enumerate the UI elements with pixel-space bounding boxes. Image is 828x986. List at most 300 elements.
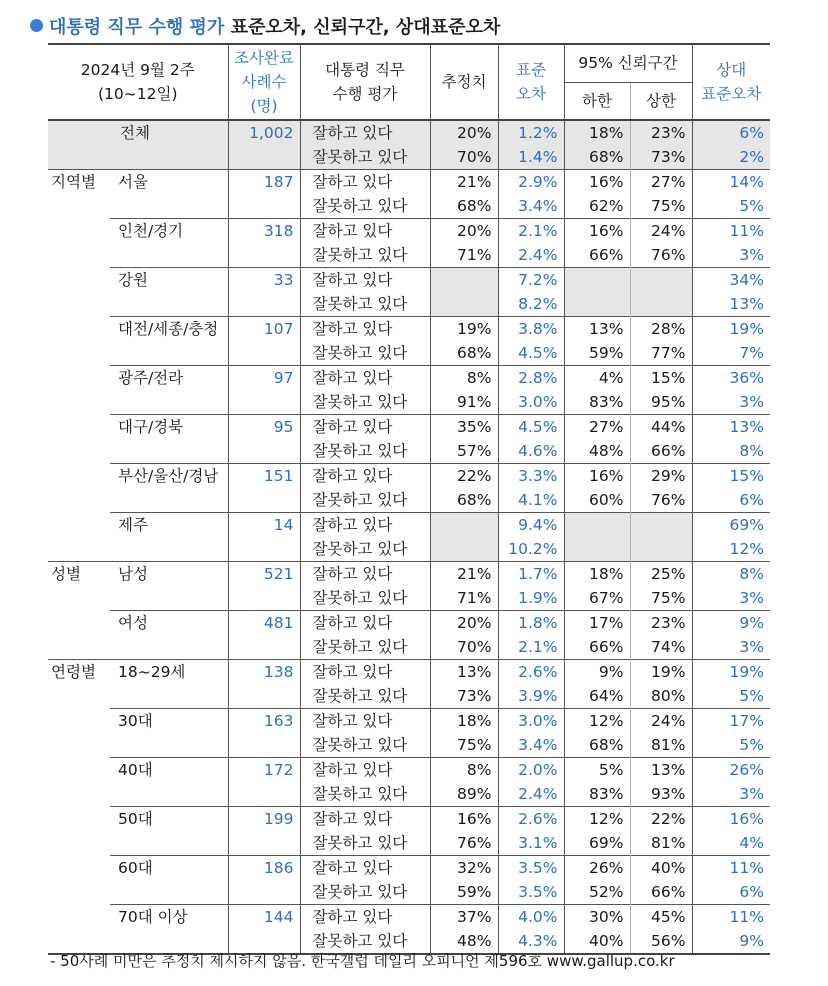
group-label <box>48 268 110 293</box>
table-row <box>48 562 770 587</box>
group-label <box>48 145 110 170</box>
judgment-label: 잘못하고 있다 <box>300 341 430 366</box>
subgroup-label <box>110 684 228 709</box>
rse-value: 19% <box>692 317 770 342</box>
judgment-label: 잘못하고 있다 <box>300 390 430 415</box>
se-value: 4.3% <box>498 929 564 954</box>
judgment-label: 잘못하고 있다 <box>300 880 430 905</box>
ci-low-value: 17% <box>564 611 630 636</box>
subgroup-label <box>110 635 228 660</box>
ci-low-value: 67% <box>564 586 630 611</box>
title-rest: 표준오차, 신뢰구간, 상대표준오차 <box>230 17 501 38</box>
cases-value <box>228 684 300 709</box>
se-value: 1.4% <box>498 145 564 170</box>
cases-value: 144 <box>228 905 300 930</box>
cases-value <box>228 880 300 905</box>
subgroup-label: 대전/세종/충청 <box>110 317 228 342</box>
group-label <box>48 415 110 440</box>
table-row <box>48 782 770 807</box>
ci-high-value: 23% <box>630 611 692 636</box>
group-label <box>48 194 110 219</box>
cases-value <box>228 243 300 268</box>
judgment-label: 잘못하고 있다 <box>300 243 430 268</box>
estimate-value: 75% <box>430 733 498 758</box>
rse-value: 13% <box>692 292 770 317</box>
subgroup-label: 70대 이상 <box>110 905 228 930</box>
ci-low-value: 83% <box>564 390 630 415</box>
table-row <box>48 635 770 660</box>
cases-value <box>228 635 300 660</box>
ci-low-value: 68% <box>564 733 630 758</box>
table-row <box>48 366 770 391</box>
se-value: 2.4% <box>498 782 564 807</box>
group-label <box>48 513 110 538</box>
se-value: 3.0% <box>498 390 564 415</box>
ci-low-value: 62% <box>564 194 630 219</box>
judgment-label: 잘못하고 있다 <box>300 586 430 611</box>
table-row <box>48 120 770 145</box>
group-label <box>48 733 110 758</box>
subgroup-label: 여성 <box>110 611 228 636</box>
cases-value <box>228 488 300 513</box>
se-value: 1.7% <box>498 562 564 587</box>
table-row <box>48 758 770 783</box>
rse-value: 3% <box>692 243 770 268</box>
table-row <box>48 660 770 685</box>
rse-value: 8% <box>692 562 770 587</box>
ci-low-value <box>564 513 630 538</box>
cases-value <box>228 537 300 562</box>
ci-low-value: 26% <box>564 856 630 881</box>
group-label <box>48 880 110 905</box>
ci-low-value: 48% <box>564 439 630 464</box>
bullet-dot-icon <box>30 19 43 32</box>
estimate-value <box>430 537 498 562</box>
subgroup-label <box>110 537 228 562</box>
ci-low-value <box>564 292 630 317</box>
ci-high-value: 56% <box>630 929 692 954</box>
estimate-value: 71% <box>430 586 498 611</box>
subgroup-label <box>110 145 228 170</box>
ci-high-value: 24% <box>630 709 692 734</box>
group-label <box>48 341 110 366</box>
judgment-label: 잘하고 있다 <box>300 268 430 293</box>
judgment-label: 잘하고 있다 <box>300 120 430 145</box>
header-judgment: 대통령 직무 수행 평가 <box>300 44 430 120</box>
estimate-value: 20% <box>430 120 498 145</box>
se-value: 1.2% <box>498 120 564 145</box>
estimate-value: 22% <box>430 464 498 489</box>
table-row <box>48 464 770 489</box>
rse-value: 3% <box>692 782 770 807</box>
ci-high-value: 76% <box>630 488 692 513</box>
se-value: 3.5% <box>498 880 564 905</box>
cases-value <box>228 194 300 219</box>
subgroup-label <box>110 586 228 611</box>
subgroup-label: 서울 <box>110 170 228 195</box>
group-label <box>48 586 110 611</box>
group-label <box>48 464 110 489</box>
table-row <box>48 145 770 170</box>
header-se: 표준 오차 <box>498 44 564 120</box>
ci-low-value: 9% <box>564 660 630 685</box>
ci-high-value <box>630 268 692 293</box>
se-value: 2.6% <box>498 807 564 832</box>
se-value: 4.1% <box>498 488 564 513</box>
table-row <box>48 807 770 832</box>
ci-high-value: 73% <box>630 145 692 170</box>
subgroup-label: 60대 <box>110 856 228 881</box>
se-value: 10.2% <box>498 537 564 562</box>
judgment-label: 잘하고 있다 <box>300 219 430 244</box>
ci-high-value: 19% <box>630 660 692 685</box>
judgment-label: 잘하고 있다 <box>300 660 430 685</box>
subgroup-label: 18~29세 <box>110 660 228 685</box>
estimate-value: 59% <box>430 880 498 905</box>
ci-low-value: 18% <box>564 120 630 145</box>
rse-value: 5% <box>692 733 770 758</box>
ci-high-value: 25% <box>630 562 692 587</box>
rse-value: 3% <box>692 390 770 415</box>
table-row <box>48 905 770 930</box>
judgment-label: 잘하고 있다 <box>300 562 430 587</box>
ci-low-value: 30% <box>564 905 630 930</box>
se-value: 2.6% <box>498 660 564 685</box>
group-label <box>48 709 110 734</box>
table-row <box>48 390 770 415</box>
cases-value: 138 <box>228 660 300 685</box>
rse-value: 8% <box>692 439 770 464</box>
ci-high-value: 80% <box>630 684 692 709</box>
cases-value: 33 <box>228 268 300 293</box>
ci-high-value: 66% <box>630 439 692 464</box>
group-label <box>48 537 110 562</box>
cases-value: 95 <box>228 415 300 440</box>
estimate-value <box>430 513 498 538</box>
group-label <box>48 439 110 464</box>
cases-value: 521 <box>228 562 300 587</box>
table-row <box>48 341 770 366</box>
se-value: 3.3% <box>498 464 564 489</box>
group-label <box>48 219 110 244</box>
ci-low-value: 16% <box>564 464 630 489</box>
judgment-label: 잘하고 있다 <box>300 415 430 440</box>
estimate-value: 68% <box>430 488 498 513</box>
group-label <box>48 120 110 145</box>
ci-high-value: 75% <box>630 194 692 219</box>
ci-high-value: 76% <box>630 243 692 268</box>
subgroup-label: 30대 <box>110 709 228 734</box>
ci-high-value: 40% <box>630 856 692 881</box>
cases-value: 97 <box>228 366 300 391</box>
rse-value: 5% <box>692 194 770 219</box>
subgroup-label <box>110 243 228 268</box>
subgroup-label <box>110 880 228 905</box>
ci-high-value: 75% <box>630 586 692 611</box>
cases-value <box>228 341 300 366</box>
estimate-value: 21% <box>430 562 498 587</box>
estimate-value: 18% <box>430 709 498 734</box>
group-label: 지역별 <box>48 170 110 195</box>
group-label: 성별 <box>48 562 110 587</box>
table-row <box>48 537 770 562</box>
rse-value: 69% <box>692 513 770 538</box>
subgroup-label: 광주/전라 <box>110 366 228 391</box>
cases-value <box>228 145 300 170</box>
rse-value: 36% <box>692 366 770 391</box>
judgment-label: 잘하고 있다 <box>300 807 430 832</box>
table-row <box>48 831 770 856</box>
subgroup-label <box>110 194 228 219</box>
judgment-label: 잘못하고 있다 <box>300 635 430 660</box>
estimate-value: 76% <box>430 831 498 856</box>
rse-value: 26% <box>692 758 770 783</box>
ci-low-value: 16% <box>564 170 630 195</box>
rse-value: 9% <box>692 611 770 636</box>
judgment-label: 잘하고 있다 <box>300 905 430 930</box>
subgroup-label: 대구/경북 <box>110 415 228 440</box>
ci-low-value: 13% <box>564 317 630 342</box>
estimate-value: 20% <box>430 219 498 244</box>
subgroup-label <box>110 782 228 807</box>
ci-high-value: 44% <box>630 415 692 440</box>
group-label <box>48 807 110 832</box>
ci-high-value <box>630 513 692 538</box>
header-rse: 상대 표준오차 <box>692 44 770 120</box>
judgment-label: 잘못하고 있다 <box>300 831 430 856</box>
group-label <box>48 635 110 660</box>
cases-value: 163 <box>228 709 300 734</box>
table-row <box>48 733 770 758</box>
group-label: 연령별 <box>48 660 110 685</box>
group-label <box>48 684 110 709</box>
group-label <box>48 905 110 930</box>
rse-value: 3% <box>692 586 770 611</box>
subgroup-label <box>110 390 228 415</box>
estimate-value: 73% <box>430 684 498 709</box>
rse-value: 4% <box>692 831 770 856</box>
subgroup-label: 전체 <box>110 120 228 145</box>
estimate-value: 19% <box>430 317 498 342</box>
cases-value: 199 <box>228 807 300 832</box>
judgment-label: 잘못하고 있다 <box>300 782 430 807</box>
cases-value: 318 <box>228 219 300 244</box>
estimate-value: 32% <box>430 856 498 881</box>
table-header <box>48 44 770 120</box>
ci-low-value: 66% <box>564 635 630 660</box>
se-value: 4.5% <box>498 415 564 440</box>
rse-value: 12% <box>692 537 770 562</box>
subgroup-label: 인천/경기 <box>110 219 228 244</box>
se-value: 4.6% <box>498 439 564 464</box>
judgment-label: 잘못하고 있다 <box>300 733 430 758</box>
cases-value: 151 <box>228 464 300 489</box>
rse-value: 6% <box>692 488 770 513</box>
rse-value: 19% <box>692 660 770 685</box>
judgment-label: 잘못하고 있다 <box>300 488 430 513</box>
header-ci-low: 하한 <box>564 82 630 120</box>
subgroup-label: 50대 <box>110 807 228 832</box>
judgment-label: 잘하고 있다 <box>300 464 430 489</box>
rse-value: 11% <box>692 219 770 244</box>
estimate-value: 71% <box>430 243 498 268</box>
rse-value: 15% <box>692 464 770 489</box>
judgment-label: 잘하고 있다 <box>300 170 430 195</box>
table-row <box>48 880 770 905</box>
header-ci-high: 상한 <box>630 82 692 120</box>
cases-value <box>228 292 300 317</box>
table-row <box>48 268 770 293</box>
group-label <box>48 292 110 317</box>
table-row <box>48 709 770 734</box>
ci-low-value: 40% <box>564 929 630 954</box>
rse-value: 14% <box>692 170 770 195</box>
cases-value <box>228 733 300 758</box>
table-body <box>48 120 770 954</box>
cases-value <box>228 390 300 415</box>
rse-value: 9% <box>692 929 770 954</box>
ci-high-value: 93% <box>630 782 692 807</box>
rse-value: 5% <box>692 684 770 709</box>
se-value: 2.8% <box>498 366 564 391</box>
ci-low-value: 4% <box>564 366 630 391</box>
judgment-label: 잘못하고 있다 <box>300 292 430 317</box>
rse-value: 11% <box>692 905 770 930</box>
ci-high-value: 28% <box>630 317 692 342</box>
rse-value: 6% <box>692 880 770 905</box>
ci-low-value: 12% <box>564 709 630 734</box>
group-label <box>48 856 110 881</box>
group-label <box>48 390 110 415</box>
se-value: 1.9% <box>498 586 564 611</box>
header-cases: 조사완료 사례수 (명) <box>228 44 300 120</box>
estimate-value: 35% <box>430 415 498 440</box>
estimate-value <box>430 292 498 317</box>
se-value: 3.4% <box>498 733 564 758</box>
ci-low-value: 12% <box>564 807 630 832</box>
judgment-label: 잘하고 있다 <box>300 611 430 636</box>
header-period: 2024년 9월 2주 (10~12일) <box>48 44 228 120</box>
table-row <box>48 243 770 268</box>
ci-low-value: 27% <box>564 415 630 440</box>
rse-value: 34% <box>692 268 770 293</box>
cases-value: 187 <box>228 170 300 195</box>
ci-high-value: 45% <box>630 905 692 930</box>
stats-table <box>48 43 770 955</box>
table-row <box>48 488 770 513</box>
ci-low-value: 52% <box>564 880 630 905</box>
group-label <box>48 366 110 391</box>
estimate-value: 91% <box>430 390 498 415</box>
rse-value: 13% <box>692 415 770 440</box>
subgroup-label <box>110 488 228 513</box>
group-label <box>48 831 110 856</box>
ci-high-value <box>630 537 692 562</box>
ci-high-value: 74% <box>630 635 692 660</box>
footnote: - 50사례 미만은 추정치 제시하지 않음. 한국갤럽 데일리 오피니언 제596호 www.gallup.co.kr <box>50 952 675 970</box>
cases-value: 481 <box>228 611 300 636</box>
table-row <box>48 317 770 342</box>
estimate-value: 57% <box>430 439 498 464</box>
se-value: 3.9% <box>498 684 564 709</box>
se-value: 4.5% <box>498 341 564 366</box>
cases-value: 172 <box>228 758 300 783</box>
ci-low-value: 66% <box>564 243 630 268</box>
rse-value: 3% <box>692 635 770 660</box>
ci-high-value: 27% <box>630 170 692 195</box>
estimate-value: 68% <box>430 194 498 219</box>
ci-low-value: 18% <box>564 562 630 587</box>
ci-high-value: 29% <box>630 464 692 489</box>
subgroup-label: 부산/울산/경남 <box>110 464 228 489</box>
estimate-value: 13% <box>430 660 498 685</box>
table-row <box>48 513 770 538</box>
ci-high-value: 23% <box>630 120 692 145</box>
table-row <box>48 170 770 195</box>
group-label <box>48 782 110 807</box>
judgment-label: 잘하고 있다 <box>300 513 430 538</box>
estimate-value: 68% <box>430 341 498 366</box>
cases-value <box>228 831 300 856</box>
estimate-value: 20% <box>430 611 498 636</box>
group-label <box>48 488 110 513</box>
subgroup-label: 제주 <box>110 513 228 538</box>
estimate-value: 89% <box>430 782 498 807</box>
ci-high-value: 66% <box>630 880 692 905</box>
judgment-label: 잘못하고 있다 <box>300 439 430 464</box>
cases-value <box>228 586 300 611</box>
table-row <box>48 586 770 611</box>
table-row <box>48 194 770 219</box>
ci-high-value: 13% <box>630 758 692 783</box>
table-row <box>48 439 770 464</box>
rse-value: 7% <box>692 341 770 366</box>
se-value: 2.4% <box>498 243 564 268</box>
judgment-label: 잘하고 있다 <box>300 758 430 783</box>
ci-high-value: 77% <box>630 341 692 366</box>
subgroup-label: 40대 <box>110 758 228 783</box>
se-value: 2.1% <box>498 219 564 244</box>
judgment-label: 잘못하고 있다 <box>300 684 430 709</box>
page-title <box>30 13 500 39</box>
estimate-value: 21% <box>430 170 498 195</box>
group-label <box>48 611 110 636</box>
se-value: 3.5% <box>498 856 564 881</box>
cases-value: 14 <box>228 513 300 538</box>
header-ci: 95% 신뢰구간 <box>564 44 692 82</box>
estimate-value: 8% <box>430 758 498 783</box>
ci-low-value: 59% <box>564 341 630 366</box>
se-value: 4.0% <box>498 905 564 930</box>
judgment-label: 잘하고 있다 <box>300 856 430 881</box>
judgment-label: 잘하고 있다 <box>300 366 430 391</box>
estimate-value: 70% <box>430 635 498 660</box>
ci-low-value: 68% <box>564 145 630 170</box>
subgroup-label <box>110 341 228 366</box>
se-value: 2.0% <box>498 758 564 783</box>
group-label <box>48 317 110 342</box>
judgment-label: 잘하고 있다 <box>300 709 430 734</box>
estimate-value: 16% <box>430 807 498 832</box>
se-value: 2.9% <box>498 170 564 195</box>
se-value: 3.1% <box>498 831 564 856</box>
table-row <box>48 415 770 440</box>
table-row <box>48 611 770 636</box>
subgroup-label <box>110 439 228 464</box>
judgment-label: 잘하고 있다 <box>300 317 430 342</box>
ci-low-value: 69% <box>564 831 630 856</box>
estimate-value <box>430 268 498 293</box>
